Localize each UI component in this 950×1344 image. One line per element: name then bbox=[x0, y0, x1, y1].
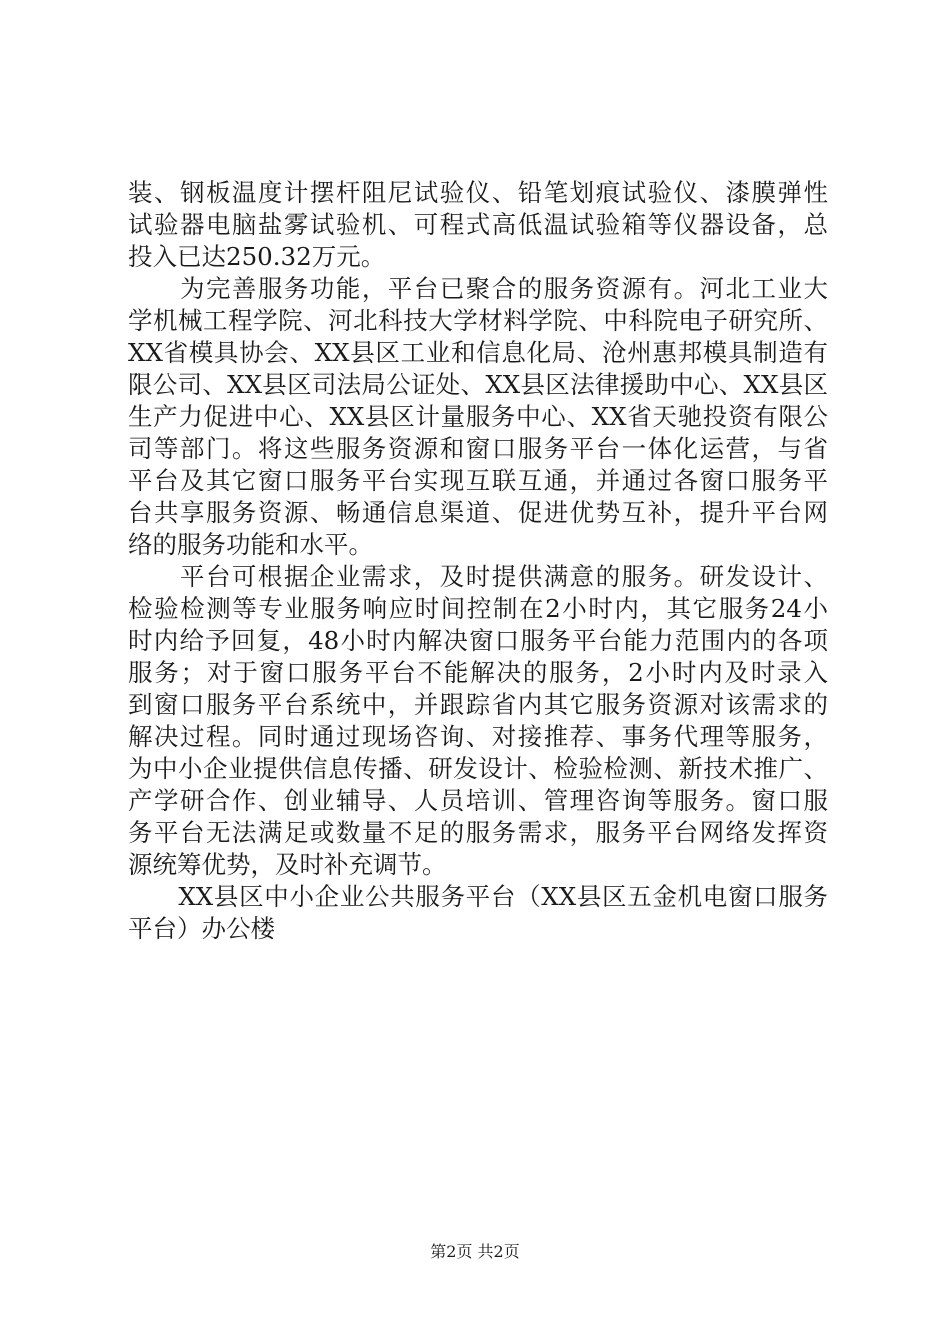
text-line: 产学研合作、创业辅导、人员培训、管理咨询等服务。窗口服 bbox=[128, 786, 828, 815]
text-line: 平台）办公楼 bbox=[128, 914, 275, 943]
text-line: 台共享服务资源、畅通信息渠道、促进优势互补，提升平台网 bbox=[128, 498, 828, 527]
text-line: 到窗口服务平台系统中，并跟踪省内其它服务资源对该需求的 bbox=[128, 690, 828, 719]
text-line: 解决过程。同时通过现场咨询、对接推荐、事务代理等服务， bbox=[128, 722, 828, 751]
text-line: 投入已达250.32万元。 bbox=[128, 242, 386, 271]
text-line: 生产力促进中心、XX县区计量服务中心、XX省天驰投资有限公 bbox=[128, 402, 828, 431]
text-line: 务平台无法满足或数量不足的服务需求，服务平台网络发挥资 bbox=[128, 818, 828, 847]
text-line: 限公司、XX县区司法局公证处、XX县区法律援助中心、XX县区 bbox=[128, 370, 828, 399]
text-line: 司等部门。将这些服务资源和窗口服务平台一体化运营，与省 bbox=[128, 434, 828, 463]
text-line: XX省模具协会、XX县区工业和信息化局、沧州惠邦模具制造有 bbox=[128, 338, 828, 367]
text-line: 试验器电脑盐雾试验机、可程式高低温试验箱等仪器设备，总 bbox=[128, 210, 828, 239]
text-line: 学机械工程学院、河北科技大学材料学院、中科院电子研究所、 bbox=[128, 306, 828, 335]
text-line: 时内给予回复，48小时内解决窗口服务平台能力范围内的各项 bbox=[128, 626, 828, 655]
text-line: 检验检测等专业服务响应时间控制在2小时内，其它服务24小 bbox=[128, 594, 828, 623]
text-line: 平台可根据企业需求，及时提供满意的服务。研发设计、 bbox=[128, 562, 828, 591]
text-line: 源统筹优势，及时补充调节。 bbox=[128, 850, 447, 879]
text-line: 平台及其它窗口服务平台实现互联互通，并通过各窗口服务平 bbox=[128, 466, 828, 495]
text-line: 服务；对于窗口服务平台不能解决的服务，2小时内及时录入 bbox=[128, 658, 828, 687]
text-line: XX县区中小企业公共服务平台（XX县区五金机电窗口服务 bbox=[128, 882, 828, 911]
text-line: 为中小企业提供信息传播、研发设计、检验检测、新技术推广、 bbox=[128, 754, 828, 783]
text-line: 装、钢板温度计摆杆阻尼试验仪、铅笔划痕试验仪、漆膜弹性 bbox=[128, 178, 828, 207]
page-number-footer: 第2页 共2页 bbox=[430, 1242, 520, 1261]
text-line: 为完善服务功能，平台已聚合的服务资源有。河北工业大 bbox=[128, 274, 828, 303]
text-line: 络的服务功能和水平。 bbox=[128, 530, 373, 559]
